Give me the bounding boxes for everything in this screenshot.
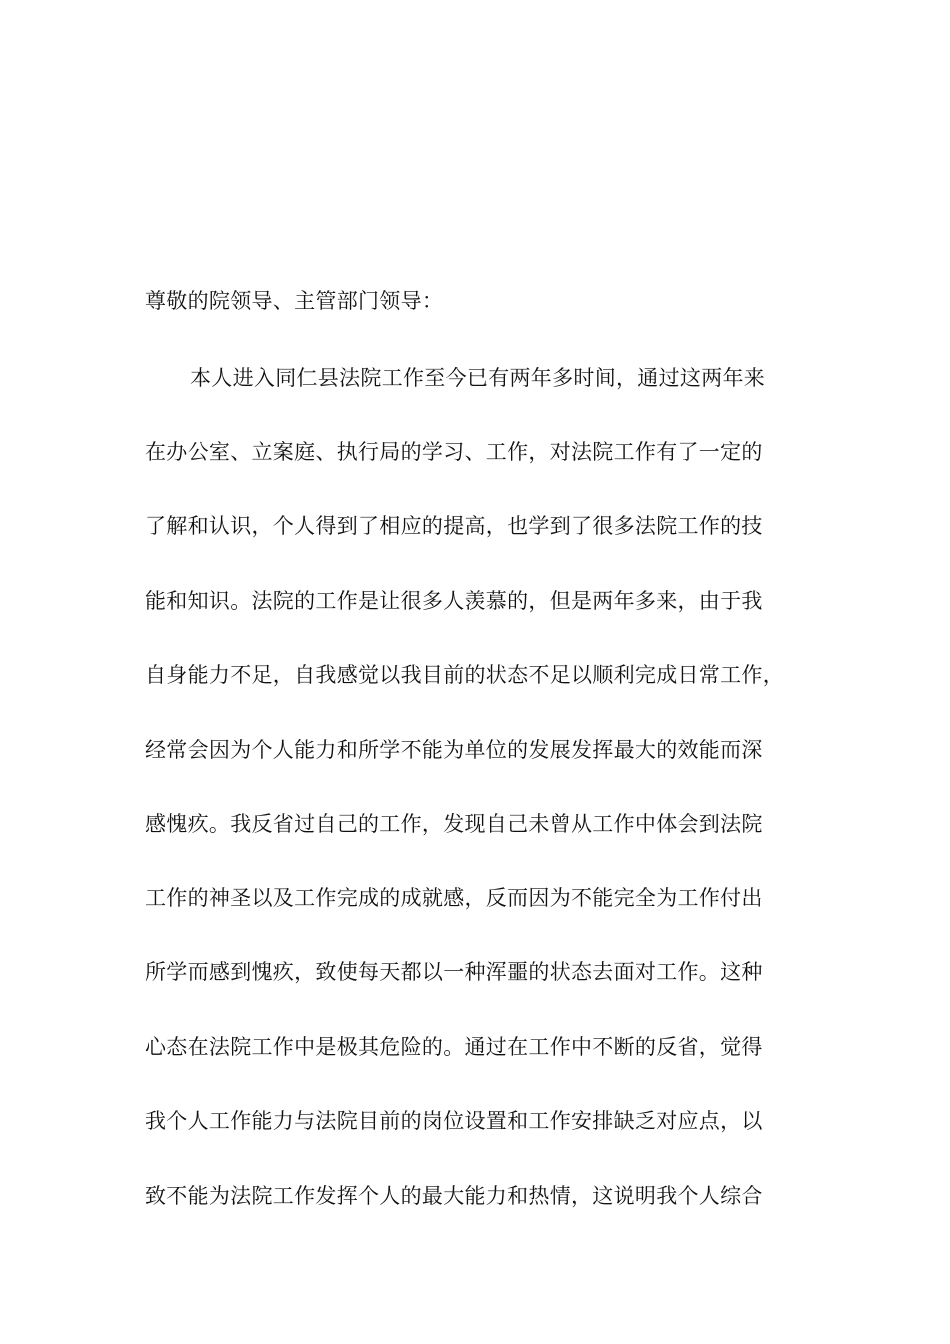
- paragraph-line-7: 感愧疚。我反省过自己的工作，发现自己未曾从工作中体会到法院: [145, 812, 763, 836]
- paragraph-line-3: 了解和认识，个人得到了相应的提高，也学到了很多法院工作的技: [145, 514, 763, 538]
- paragraph-line-5: 自身能力不足，自我感觉以我目前的状态不足以顺利完成日常工作，: [145, 663, 784, 687]
- paragraph-line-1: 本人进入同仁县法院工作至今已有两年多时间，通过这两年来: [190, 366, 766, 390]
- paragraph-line-4: 能和知识。法院的工作是让很多人羡慕的，但是两年多来，由于我: [145, 589, 763, 613]
- paragraph-line-8: 工作的神圣以及工作完成的成就感，反而因为不能完全为工作付出: [145, 886, 763, 910]
- paragraph-line-6: 经常会因为个人能力和所学不能为单位的发展发挥最大的效能而深: [145, 738, 763, 762]
- paragraph-line-9: 所学而感到愧疚，致使每天都以一种浑噩的状态去面对工作。这种: [145, 960, 763, 984]
- paragraph-line-11: 我个人工作能力与法院目前的岗位设置和工作安排缺乏对应点，以: [145, 1109, 763, 1133]
- paragraph-line-2: 在办公室、立案庭、执行局的学习、工作，对法院工作有了一定的: [145, 440, 763, 464]
- paragraph-line-12: 致不能为法院工作发挥个人的最大能力和热情，这说明我个人综合: [145, 1184, 763, 1208]
- salutation: 尊敬的院领导、主管部门领导：: [145, 289, 444, 313]
- paragraph-line-10: 心态在法院工作中是极其危险的。通过在工作中不断的反省，觉得: [145, 1035, 763, 1059]
